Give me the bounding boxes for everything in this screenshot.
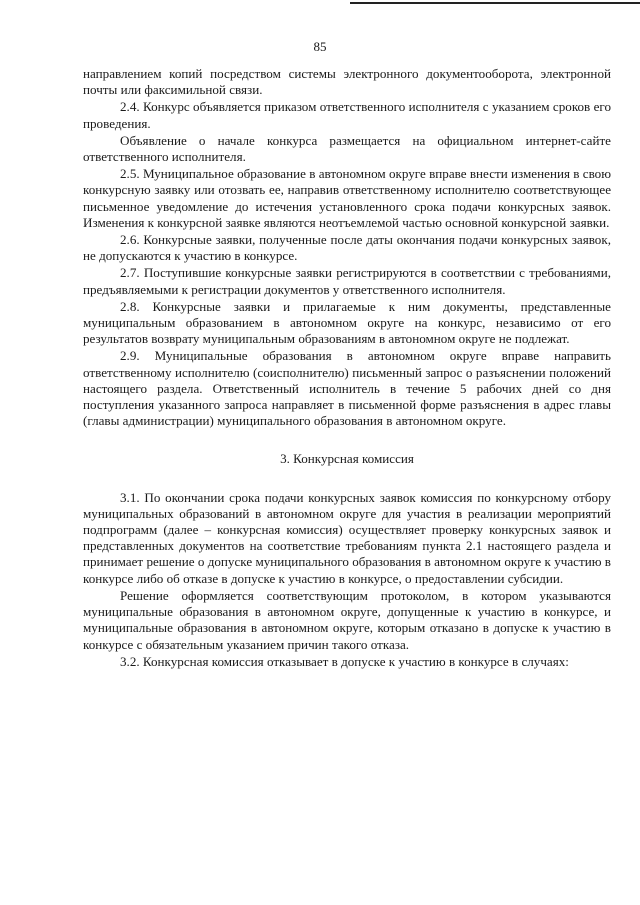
section-title: 3. Конкурсная комиссия (280, 451, 414, 467)
page-number: 85 (313, 39, 327, 54)
paragraph-decision: Решение оформляется соответствующим протоколом, в котором указываются муниципальные образования в автономном округе, допущенные к участию в конкурсе, и муниципальные образования в автономном округе, которым отказано в допуске к участию в конкурсе с обязательным указанием причин такого отказа. (83, 587, 611, 652)
paragraph-continuation: направлением копий посредством системы электронного документооборота, электронной почты или факсимильной связи. (83, 66, 611, 98)
document-body (83, 66, 611, 670)
paragraph-2-9: 2.9. Муниципальные образования в автономном округе вправе направить ответственному исполнителю (соисполнителю) письменный запрос о разъяснении положений настоящего раздела. Ответственный исполнитель в течение 5 рабочих дней со дня поступления указанного запроса направляет в письменной форме разъяснения в адрес главы (главы администрации) муниципального образования в автономном округе. (83, 348, 611, 429)
paragraph-2-8: 2.8. Конкурсные заявки и прилагаемые к ним документы, представленные муниципальным образованием в автономном округе на конкурс, независимо от его результатов возврату муниципальным образованиям в автономном округе не подлежат. (83, 298, 611, 347)
top-rule (350, 2, 640, 4)
paragraph-announcement: Объявление о начале конкурса размещается на официальном интернет-сайте ответственного исполнителя. (83, 132, 611, 165)
paragraph-3-1: 3.1. По окончании срока подачи конкурсных заявок комиссия по конкурсному отбору муниципальных образований в автономном округе для участия в реализации мероприятий подпрограмм (далее – конкурсная комиссия) осуществляет проверку конкурсных заявок и представленных документов на соответствие требованиям пункта 2.1 настоящего раздела и принимает решение о допуске муниципального образования в автономном округе к участию в конкурсе либо об отказе в допуске к участию в конкурсе, о предоставлении субсидии. (83, 489, 611, 586)
paragraph-3-2: 3.2. Конкурсная комиссия отказывает в допуске к участию в конкурсе в случаях: (120, 653, 569, 669)
paragraph-2-4: 2.4. Конкурс объявляется приказом ответственного исполнителя с указанием сроков его проведения. (83, 99, 611, 131)
paragraph-2-7: 2.7. Поступившие конкурсные заявки регистрируются в соответствии с требованиями, предъявляемыми к регистрации документов у ответственного исполнителя. (83, 265, 611, 297)
paragraph-2-6: 2.6. Конкурсные заявки, полученные после даты окончания подачи конкурсных заявок, не допускаются к участию в конкурсе. (83, 232, 611, 264)
paragraph-2-5: 2.5. Муниципальное образование в автономном округе вправе внести изменения в свою конкурсную заявку или отозвать ее, направив ответственному исполнителю соответствующее письменное уведомление до истечения установленного срока подачи конкурсных заявок. Изменения к конкурсной заявке являются неотъемлемой частью основной конкурсной заявки. (83, 166, 611, 230)
